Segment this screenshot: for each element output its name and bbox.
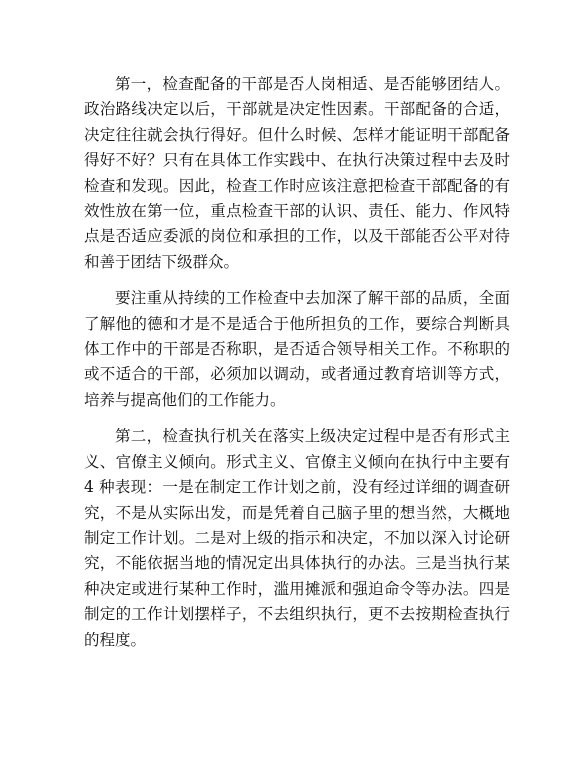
paragraph-2: 要注重从持续的工作检查中去加深了解干部的品质，全面了解他的德和才是不是适合于他所担负的工作，要综合判断具体工作中的干部是否称职，是否适合领导相关工作。不称职的或不适合的干部，必须加以调动，或者通过教育培训等方式，培养与提高他们的工作能力。 [84, 289, 510, 409]
paragraph-3: 第二，检查执行机关在落实上级决定过程中是否有形式主义、官僚主义倾向。形式主义、官僚主义倾向在执行中主要有 4 种表现：一是在制定工作计划之前，没有经过详细的调查研究，不是从实际出发，而是凭着自己脑子里的想当然，大概地制定工作计划。二是对上级的指示和决定，不加以深入讨论研究，不能依据当地的情况定出具体执行的办法。三是当执行某种决定或进行某种工作时，滥用摊派和强迫命令等办法。四是制定的工作计划摆样子，不去组织执行，更不去按期检查执行的程度。 [84, 427, 510, 649]
paragraph-1: 第一，检查配备的干部是否人岗相适、是否能够团结人。政治路线决定以后，干部就是决定性因素。干部配备的合适，决定往往就会执行得好。但什么时候、怎样才能证明干部配备得好不好？只有在具体工作实践中、在执行决策过程中去及时检查和发现。因此，检查工作时应该注意把检查干部配备的有效性放在第一位，重点检查干部的认识、责任、能力、作风特点是否适应委派的岗位和承担的工作，以及干部能否公平对待和善于团结下级群众。 [84, 75, 510, 271]
document-page [84, 72, 510, 664]
